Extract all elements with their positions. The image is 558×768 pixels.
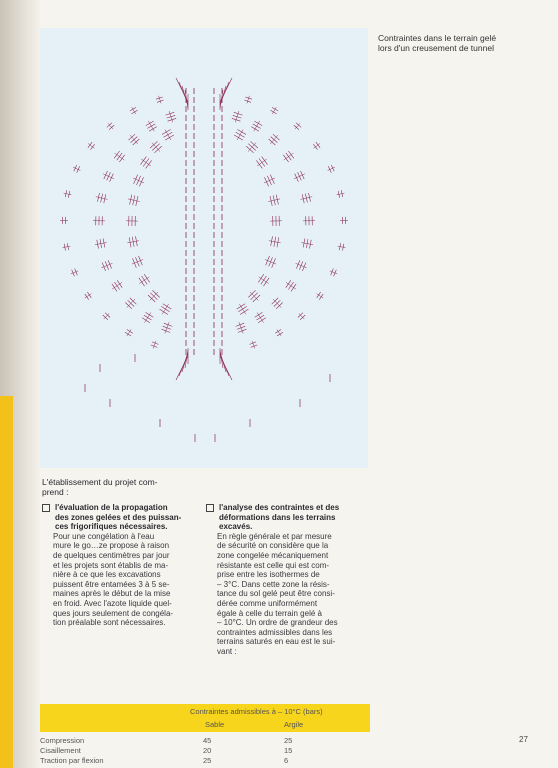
table-cell: 6 [284, 756, 289, 765]
table-cell: 25 [284, 736, 293, 745]
right-body-line: zone congelée mécaniquement [217, 550, 329, 560]
right-heading-line: excavés. [219, 522, 253, 532]
page-number: 27 [519, 735, 528, 744]
table-cell: 45 [203, 736, 212, 745]
right-body-line: résistante est celle qui est com- [217, 560, 330, 570]
right-body-line: vant : [217, 646, 237, 656]
intro-text [42, 477, 202, 497]
left-body-line: Pour une congélation à l'eau [53, 531, 155, 541]
table-row-label: Compression [40, 736, 85, 745]
stress-mark [257, 159, 267, 166]
left-heading-line: l'évaluation de la propagation [55, 503, 168, 512]
right-heading [206, 503, 372, 532]
stress-diagram-figure [40, 28, 368, 468]
right-body-line: prise entre les isothermes de [217, 570, 320, 580]
stress-mark [317, 294, 324, 299]
left-heading-line: ces frigorifiques nécessaires. [55, 522, 168, 532]
intro-line-2: prend : [42, 487, 69, 497]
right-body [217, 532, 372, 657]
right-body-line: – 3°C. Dans cette zone la résis- [217, 579, 330, 589]
stress-mark [152, 143, 160, 152]
stress-mark [286, 282, 296, 289]
right-body-line: tance du sol gelé peut être consi- [217, 589, 335, 599]
left-body-line: puissent être entamées 3 à 5 se- [53, 579, 170, 589]
stress-mark [115, 153, 125, 160]
stress-mark [64, 193, 72, 195]
stress-mark [270, 135, 278, 144]
table-row-label: Cisaillement [40, 746, 81, 755]
table-title: Contraintes admissibles à – 10°C (bars) [190, 707, 323, 716]
stress-marks-drawing [40, 28, 368, 468]
stress-mark [185, 90, 188, 108]
stress-mark [220, 350, 223, 368]
right-heading-line: l'analyse des contraintes et des [219, 503, 340, 512]
left-heading [42, 503, 202, 532]
right-column [206, 503, 372, 657]
table-cell: 25 [203, 756, 212, 765]
stress-mark [220, 90, 223, 108]
left-body-line: nière à ce que les excavations [53, 570, 161, 580]
yellow-edge-tab [0, 396, 13, 768]
checkbox-square-icon [42, 504, 50, 512]
right-body-line: contraintes admissibles dans les [217, 627, 333, 637]
right-body-line: de sécurité on considère que la [217, 541, 329, 551]
left-body-line: ques jours seulement de congéla- [53, 608, 174, 618]
stress-mark [153, 341, 156, 349]
left-body-line: maines après le début de la mise [53, 589, 171, 599]
left-body-line: mure le go…ze propose à raison [53, 541, 170, 551]
left-body-line: tion préalable sont nécessaires. [53, 618, 166, 628]
stress-mark [71, 271, 78, 274]
stress-mark [112, 282, 122, 289]
stress-mark [284, 153, 294, 160]
left-body-line: et les projets sont établis de ma- [53, 560, 169, 570]
figure-caption [378, 33, 548, 53]
left-body-line: en froid. Avec l'azote liquide quel- [53, 598, 172, 608]
stress-mark [63, 246, 71, 247]
left-body-line: de quelques centimètres par jour [53, 550, 170, 560]
stress-mark [139, 277, 149, 284]
stress-mark [159, 96, 162, 104]
table-cell: 20 [203, 746, 212, 755]
table-cell: 15 [284, 746, 293, 755]
left-heading-line: des zones gelées et des puissan- [55, 512, 182, 522]
stress-mark [277, 329, 281, 336]
stress-mark [330, 271, 337, 274]
stress-mark [338, 246, 346, 247]
left-column [42, 503, 202, 628]
right-body-line: En règle générale et par mesure [217, 531, 332, 541]
stress-mark [85, 294, 92, 299]
stress-mark [130, 135, 138, 144]
left-body [53, 532, 202, 628]
caption-line-2: lors d'un creusement de tunnel [378, 43, 494, 53]
stress-mark [185, 350, 188, 368]
table-row-label: Traction par flexion [40, 756, 104, 765]
right-heading-line: déformations dans les terrains [219, 512, 336, 522]
table-col-argile: Argile [284, 720, 304, 729]
table-col-sable: Sable [205, 720, 225, 729]
stress-mark [141, 159, 151, 166]
stress-mark [252, 341, 255, 349]
right-body-line: terrains saturés en eau est le sui- [217, 637, 336, 647]
right-body-line: dérée comme uniformément [217, 598, 318, 608]
stress-mark [337, 193, 345, 195]
right-body-line: – 10°C. Un ordre de grandeur des [217, 618, 338, 628]
stress-mark [127, 329, 131, 336]
stress-mark [248, 143, 256, 152]
right-body-line: égale à celle du terrain gelé à [217, 608, 322, 618]
stress-mark [259, 277, 269, 284]
stress-mark [247, 96, 250, 104]
checkbox-square-icon [206, 504, 214, 512]
caption-line-1: Contraintes dans le terrain gelé [378, 33, 497, 43]
intro-line-1: L'établissement du projet com- [42, 477, 158, 487]
